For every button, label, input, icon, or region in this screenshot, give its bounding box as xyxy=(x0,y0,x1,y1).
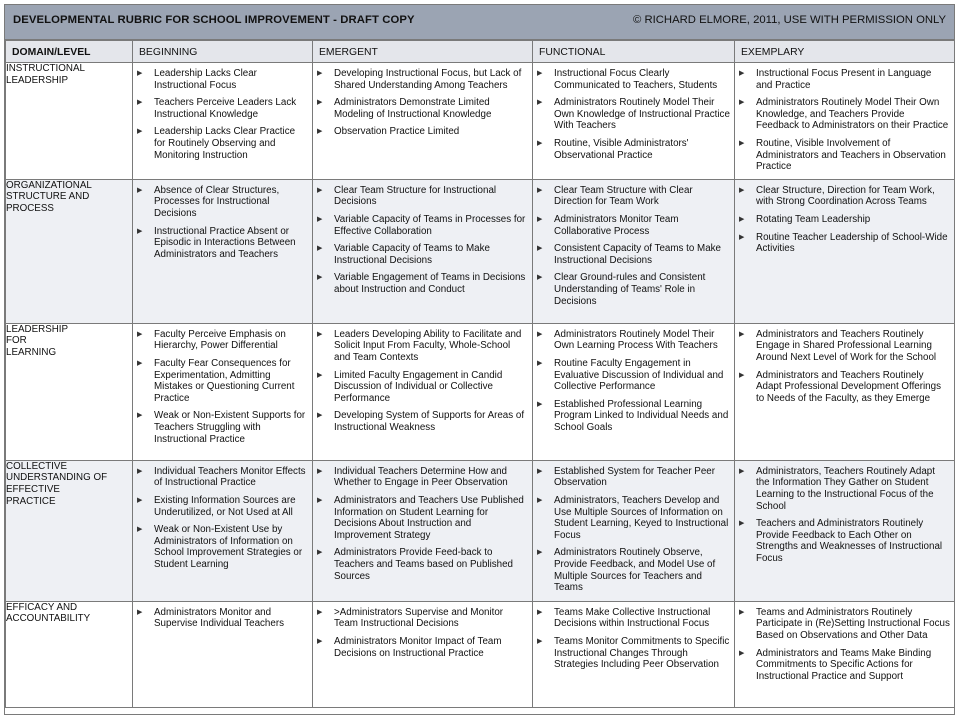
criterion-item xyxy=(533,185,730,208)
criterion-item xyxy=(735,232,950,255)
criterion-item xyxy=(735,518,950,564)
criterion-text: Administrators Provide Feed-back to Teachers and Teams based on Published Sources xyxy=(334,547,514,582)
criterion-item xyxy=(313,370,528,405)
criterion-item xyxy=(133,410,308,445)
criterion-item xyxy=(133,185,308,220)
domain-label: COLLECTIVE UNDERSTANDING OF EFFECTIVE PRACTICE xyxy=(6,460,108,507)
criterion-item xyxy=(133,97,308,120)
criterion-text: Administrators Routinely Model Their Own Learning Process With Teachers xyxy=(554,328,718,352)
criterion-text: Administrators Routinely Observe, Provide Feedback, and Model Use of Multiple Sources for Teachers and Teams xyxy=(554,547,716,594)
criterion-item xyxy=(533,636,730,671)
criterion-text: Administrators Monitor Impact of Team Decisions on Instructional Practice xyxy=(334,635,502,659)
bullet-arrow-icon: ▶ xyxy=(137,359,143,367)
criterion-text: Teams and Administrators Routinely Participate in (Re)Setting Instructional Focus Based on Observations and Other Data xyxy=(756,606,950,641)
domain-cell xyxy=(6,63,133,180)
criterion-item xyxy=(533,68,730,91)
domain-label: ORGANIZATIONAL STRUCTURE AND PROCESS xyxy=(6,179,92,214)
criterion-item xyxy=(313,495,528,541)
criteria-list xyxy=(133,602,312,630)
rubric-row xyxy=(6,460,955,601)
criterion-item xyxy=(313,547,528,582)
criterion-text: Established System for Teacher Peer Observation xyxy=(554,465,716,489)
criterion-item xyxy=(533,358,730,393)
bullet-arrow-icon: ▶ xyxy=(317,186,323,194)
criterion-text: Consistent Capacity of Teams to Make Instructional Decisions xyxy=(554,243,721,266)
criterion-item xyxy=(133,358,308,404)
criterion-text: Limited Faculty Engagement in Candid Discussion of Individual or Collective Performance xyxy=(334,369,503,404)
criterion-item xyxy=(533,272,730,307)
criterion-text: Individual Teachers Monitor Effects of Instructional Practice xyxy=(154,465,306,489)
criterion-text: Clear Structure, Direction for Team Work, with Strong Coordination Across Teams xyxy=(756,184,935,208)
criterion-text: Administrators Routinely Model Their Own Knowledge, and Teachers Provide Feedback to Administrators on their Practice xyxy=(756,97,949,132)
criterion-item xyxy=(735,214,950,226)
column-header-emergent: EMERGENT xyxy=(313,41,533,63)
criterion-item xyxy=(735,607,950,642)
bullet-arrow-icon: ▶ xyxy=(739,99,745,107)
bullet-arrow-icon: ▶ xyxy=(537,274,543,282)
criteria-list xyxy=(735,324,954,405)
criteria-list xyxy=(313,63,532,138)
criterion-item xyxy=(313,97,528,120)
bullet-arrow-icon: ▶ xyxy=(137,186,143,194)
criterion-text: Administrators Routinely Model Their Own Knowledge of Instructional Practice With Teachers xyxy=(554,97,730,132)
criterion-text: Administrators, Teachers Routinely Adapt the Information They Gather on Student Learning to the Instructional Focus of the School xyxy=(756,465,935,512)
criterion-item xyxy=(313,329,528,364)
criterion-item xyxy=(133,329,308,352)
bullet-arrow-icon: ▶ xyxy=(537,637,543,645)
criterion-text: Administrators, Teachers Develop and Use Multiple Sources of Information on Student Learning, Keyed to Instructional Focus xyxy=(554,494,729,541)
rubric-row xyxy=(6,179,955,323)
criterion-item xyxy=(133,524,308,570)
rubric-row xyxy=(6,323,955,460)
criteria-list xyxy=(313,461,532,582)
column-header-exemplary: EXEMPLARY xyxy=(735,41,955,63)
criterion-text: >Administrators Supervise and Monitor Team Instructional Decisions xyxy=(334,606,504,630)
criterion-text: Leadership Lacks Clear Instructional Focus xyxy=(154,68,257,91)
criterion-text: Leadership Lacks Clear Practice for Routinely Observing and Monitoring Instruction xyxy=(154,126,296,161)
criteria-list xyxy=(313,180,532,296)
criterion-item xyxy=(735,648,950,683)
level-cell-functional xyxy=(533,179,735,323)
bullet-arrow-icon: ▶ xyxy=(739,233,745,241)
bullet-arrow-icon: ▶ xyxy=(317,412,323,420)
criterion-text: Faculty Perceive Emphasis on Hierarchy, Power Differential xyxy=(154,328,286,352)
criterion-item xyxy=(735,138,950,173)
criterion-text: Leaders Developing Ability to Facilitate and Solicit Input From Faculty, Whole-School and Team Contexts xyxy=(334,328,522,363)
title-bar xyxy=(5,5,954,40)
criteria-list xyxy=(735,63,954,173)
criterion-item xyxy=(313,272,528,295)
rubric-row xyxy=(6,63,955,180)
criterion-text: Administrators Monitor Team Collaborative Process xyxy=(554,213,679,237)
criteria-list xyxy=(313,602,532,659)
criterion-item xyxy=(313,68,528,91)
bullet-arrow-icon: ▶ xyxy=(537,549,543,557)
criterion-text: Instructional Focus Clearly Communicated to Teachers, Students xyxy=(554,68,718,91)
bullet-arrow-icon: ▶ xyxy=(317,128,323,136)
criterion-item xyxy=(735,97,950,132)
criteria-list xyxy=(133,461,312,571)
criterion-text: Routine Teacher Leadership of School-Wide Activities xyxy=(756,231,948,255)
criterion-item xyxy=(313,243,528,266)
criterion-item xyxy=(533,214,730,237)
criteria-list xyxy=(533,63,734,161)
level-cell-beginning xyxy=(133,179,313,323)
bullet-arrow-icon: ▶ xyxy=(537,467,543,475)
criterion-text: Observation Practice Limited xyxy=(334,126,460,138)
domain-label: INSTRUCTIONAL LEADERSHIP xyxy=(6,63,85,86)
criteria-list xyxy=(735,180,954,255)
bullet-arrow-icon: ▶ xyxy=(739,139,745,147)
criterion-text: Administrators and Teachers Use Published Information on Student Learning for Decisions About Instruction and Improvement Strategy xyxy=(334,494,524,541)
domain-cell xyxy=(6,323,133,460)
criterion-item xyxy=(533,607,730,630)
bullet-arrow-icon: ▶ xyxy=(137,99,143,107)
level-cell-emergent xyxy=(313,323,533,460)
level-cell-exemplary xyxy=(735,63,955,180)
level-cell-emergent xyxy=(313,460,533,601)
level-cell-emergent xyxy=(313,601,533,707)
column-header-domain: DOMAIN/LEVEL xyxy=(6,41,133,63)
domain-cell xyxy=(6,601,133,707)
criterion-text: Individual Teachers Determine How and Whether to Engage in Peer Observation xyxy=(334,465,508,489)
criterion-text: Variable Capacity of Teams to Make Instructional Decisions xyxy=(334,243,490,266)
criterion-text: Routine Faculty Engagement in Evaluative Discussion of Individual and Collective Performance xyxy=(554,357,724,393)
level-cell-functional xyxy=(533,63,735,180)
criteria-list xyxy=(533,461,734,594)
bullet-arrow-icon: ▶ xyxy=(137,330,143,338)
criterion-item xyxy=(313,214,528,237)
criterion-text: Clear Team Structure with Clear Direction for Team Work xyxy=(554,184,693,208)
criterion-item xyxy=(533,399,730,434)
bullet-arrow-icon: ▶ xyxy=(317,608,323,616)
bullet-arrow-icon: ▶ xyxy=(317,467,323,475)
criterion-item xyxy=(133,607,308,630)
criterion-item xyxy=(133,466,308,489)
criterion-item xyxy=(533,243,730,266)
bullet-arrow-icon: ▶ xyxy=(739,371,745,379)
criterion-text: Variable Engagement of Teams in Decisions about Instruction and Conduct xyxy=(334,272,526,295)
bullet-arrow-icon: ▶ xyxy=(317,99,323,107)
level-cell-exemplary xyxy=(735,460,955,601)
criterion-item xyxy=(735,185,950,208)
criterion-text: Teachers Perceive Leaders Lack Instructional Knowledge xyxy=(154,97,297,120)
bullet-arrow-icon: ▶ xyxy=(317,70,323,77)
criterion-text: Teams Monitor Commitments to Specific Instructional Changes Through Strategies Including Peer Observation xyxy=(554,635,730,671)
rubric-sheet xyxy=(4,4,955,715)
bullet-arrow-icon: ▶ xyxy=(537,330,543,338)
bullet-arrow-icon: ▶ xyxy=(739,520,745,528)
level-cell-functional xyxy=(533,601,735,707)
bullet-arrow-icon: ▶ xyxy=(537,186,543,194)
criterion-item xyxy=(735,370,950,405)
criterion-text: Absence of Clear Structures, Processes for Instructional Decisions xyxy=(154,184,280,219)
bullet-arrow-icon: ▶ xyxy=(739,467,745,475)
bullet-arrow-icon: ▶ xyxy=(317,215,323,223)
criterion-text: Weak or Non-Existent Use by Administrators of Information on School Improvement Strategies or Student Learning xyxy=(154,524,303,570)
domain-label: LEADERSHIP FOR LEARNING xyxy=(6,323,69,358)
bullet-arrow-icon: ▶ xyxy=(739,330,745,338)
criterion-item xyxy=(313,185,528,208)
rubric-body xyxy=(6,63,955,708)
bullet-arrow-icon: ▶ xyxy=(537,496,543,504)
bullet-arrow-icon: ▶ xyxy=(739,70,745,77)
level-cell-beginning xyxy=(133,460,313,601)
bullet-arrow-icon: ▶ xyxy=(317,371,323,379)
criterion-text: Developing System of Supports for Areas of Instructional Weakness xyxy=(334,410,525,433)
bullet-arrow-icon: ▶ xyxy=(137,412,143,420)
level-cell-functional xyxy=(533,460,735,601)
level-cell-beginning xyxy=(133,601,313,707)
level-cell-beginning xyxy=(133,63,313,180)
bullet-arrow-icon: ▶ xyxy=(137,467,143,475)
criterion-text: Administrators and Teams Make Binding Commitments to Specific Actions for Instructional Practice and Support xyxy=(756,647,932,682)
criteria-list xyxy=(735,461,954,565)
criterion-text: Teams Make Collective Instructional Decisions within Instructional Focus xyxy=(554,606,711,630)
bullet-arrow-icon: ▶ xyxy=(739,186,745,194)
criterion-text: Administrators and Teachers Routinely Adapt Professional Development Offerings to Needs of the Faculty, as they Emerge xyxy=(756,369,941,404)
criterion-text: Instructional Focus Present in Language and Practice xyxy=(756,68,932,91)
bullet-arrow-icon: ▶ xyxy=(317,549,323,557)
bullet-arrow-icon: ▶ xyxy=(537,245,543,253)
criterion-item xyxy=(133,495,308,518)
criterion-item xyxy=(533,97,730,132)
criteria-list xyxy=(133,324,312,445)
bullet-arrow-icon: ▶ xyxy=(137,227,143,235)
bullet-arrow-icon: ▶ xyxy=(537,608,543,616)
criterion-item xyxy=(313,636,528,659)
bullet-arrow-icon: ▶ xyxy=(537,400,543,408)
criterion-text: Faculty Fear Consequences for Experimentation, Admitting Mistakes or Questioning Current Practice xyxy=(154,357,295,404)
level-cell-functional xyxy=(533,323,735,460)
criterion-item xyxy=(313,466,528,489)
criterion-text: Routine, Visible Administrators' Observational Practice xyxy=(554,137,689,161)
criterion-item xyxy=(313,410,528,433)
criterion-item xyxy=(533,138,730,161)
level-cell-emergent xyxy=(313,63,533,180)
criteria-list xyxy=(533,180,734,307)
criterion-item xyxy=(735,329,950,364)
criteria-list xyxy=(133,63,312,161)
criterion-item xyxy=(533,329,730,352)
bullet-arrow-icon: ▶ xyxy=(537,70,543,77)
criterion-item xyxy=(133,126,308,161)
bullet-arrow-icon: ▶ xyxy=(317,245,323,253)
bullet-arrow-icon: ▶ xyxy=(317,637,323,645)
bullet-arrow-icon: ▶ xyxy=(537,359,543,367)
criterion-item xyxy=(313,607,528,630)
level-cell-beginning xyxy=(133,323,313,460)
header-row xyxy=(6,41,955,63)
criterion-item xyxy=(533,547,730,593)
criterion-text: Rotating Team Leadership xyxy=(756,213,871,225)
criterion-item xyxy=(735,68,950,91)
bullet-arrow-icon: ▶ xyxy=(317,496,323,504)
column-header-functional: FUNCTIONAL xyxy=(533,41,735,63)
bullet-arrow-icon: ▶ xyxy=(137,70,143,77)
level-cell-exemplary xyxy=(735,323,955,460)
criterion-text: Weak or Non-Existent Supports for Teachers Struggling with Instructional Practice xyxy=(154,410,306,445)
level-cell-exemplary xyxy=(735,179,955,323)
criterion-item xyxy=(533,466,730,489)
bullet-arrow-icon: ▶ xyxy=(137,608,143,616)
criteria-list xyxy=(133,180,312,261)
bullet-arrow-icon: ▶ xyxy=(137,496,143,504)
level-cell-emergent xyxy=(313,179,533,323)
bullet-arrow-icon: ▶ xyxy=(137,526,143,534)
criteria-list xyxy=(735,602,954,683)
bullet-arrow-icon: ▶ xyxy=(537,215,543,223)
criterion-text: Clear Team Structure for Instructional Decisions xyxy=(334,184,497,208)
rubric-row xyxy=(6,601,955,707)
criterion-text: Instructional Practice Absent or Episodic in Interactions Between Administrators and Teachers xyxy=(154,225,296,260)
criterion-item xyxy=(133,226,308,261)
criterion-item xyxy=(133,68,308,91)
criterion-text: Teachers and Administrators Routinely Provide Feedback to Each Other on Strengths and Weaknesses of Instructional Focus xyxy=(756,518,943,564)
criterion-text: Administrators Demonstrate Limited Modeling of Instructional Knowledge xyxy=(334,97,492,120)
criterion-text: Existing Information Sources are Underutilized, or Not Used at All xyxy=(154,494,296,518)
criteria-list xyxy=(533,602,734,671)
copyright-notice: © RICHARD ELMORE, 2011, USE WITH PERMISSION ONLY xyxy=(633,14,946,26)
bullet-arrow-icon: ▶ xyxy=(739,649,745,657)
bullet-arrow-icon: ▶ xyxy=(739,215,745,223)
criterion-text: Administrators and Teachers Routinely Engage in Shared Professional Learning Around Next Level of Work for the School xyxy=(756,328,937,363)
document-title: DEVELOPMENTAL RUBRIC FOR SCHOOL IMPROVEMENT - DRAFT COPY xyxy=(13,14,415,26)
criterion-text: Developing Instructional Focus, but Lack of Shared Understanding Among Teachers xyxy=(334,68,522,91)
criteria-list xyxy=(533,324,734,434)
bullet-arrow-icon: ▶ xyxy=(317,330,323,338)
bullet-arrow-icon: ▶ xyxy=(739,608,745,616)
criterion-text: Clear Ground-rules and Consistent Understanding of Teams' Role in Decisions xyxy=(554,272,706,307)
domain-label: EFFICACY AND ACCOUNTABILITY xyxy=(6,601,91,625)
column-header-beginning: BEGINNING xyxy=(133,41,313,63)
bullet-arrow-icon: ▶ xyxy=(537,139,543,147)
bullet-arrow-icon: ▶ xyxy=(317,274,323,282)
criterion-text: Routine, Visible Involvement of Administrators and Teachers in Observation Practice xyxy=(756,137,946,173)
level-cell-exemplary xyxy=(735,601,955,707)
bullet-arrow-icon: ▶ xyxy=(137,128,143,136)
domain-cell xyxy=(6,179,133,323)
criterion-item xyxy=(533,495,730,541)
criterion-item xyxy=(313,126,528,138)
domain-cell xyxy=(6,460,133,601)
criterion-text: Established Professional Learning Program Linked to Individual Needs and School Goals xyxy=(554,398,729,433)
criterion-text: Variable Capacity of Teams in Processes for Effective Collaboration xyxy=(334,213,526,237)
criteria-list xyxy=(313,324,532,434)
bullet-arrow-icon: ▶ xyxy=(537,99,543,107)
criterion-text: Administrators Monitor and Supervise Individual Teachers xyxy=(154,606,284,630)
rubric-table xyxy=(5,40,955,708)
criterion-item xyxy=(735,466,950,512)
